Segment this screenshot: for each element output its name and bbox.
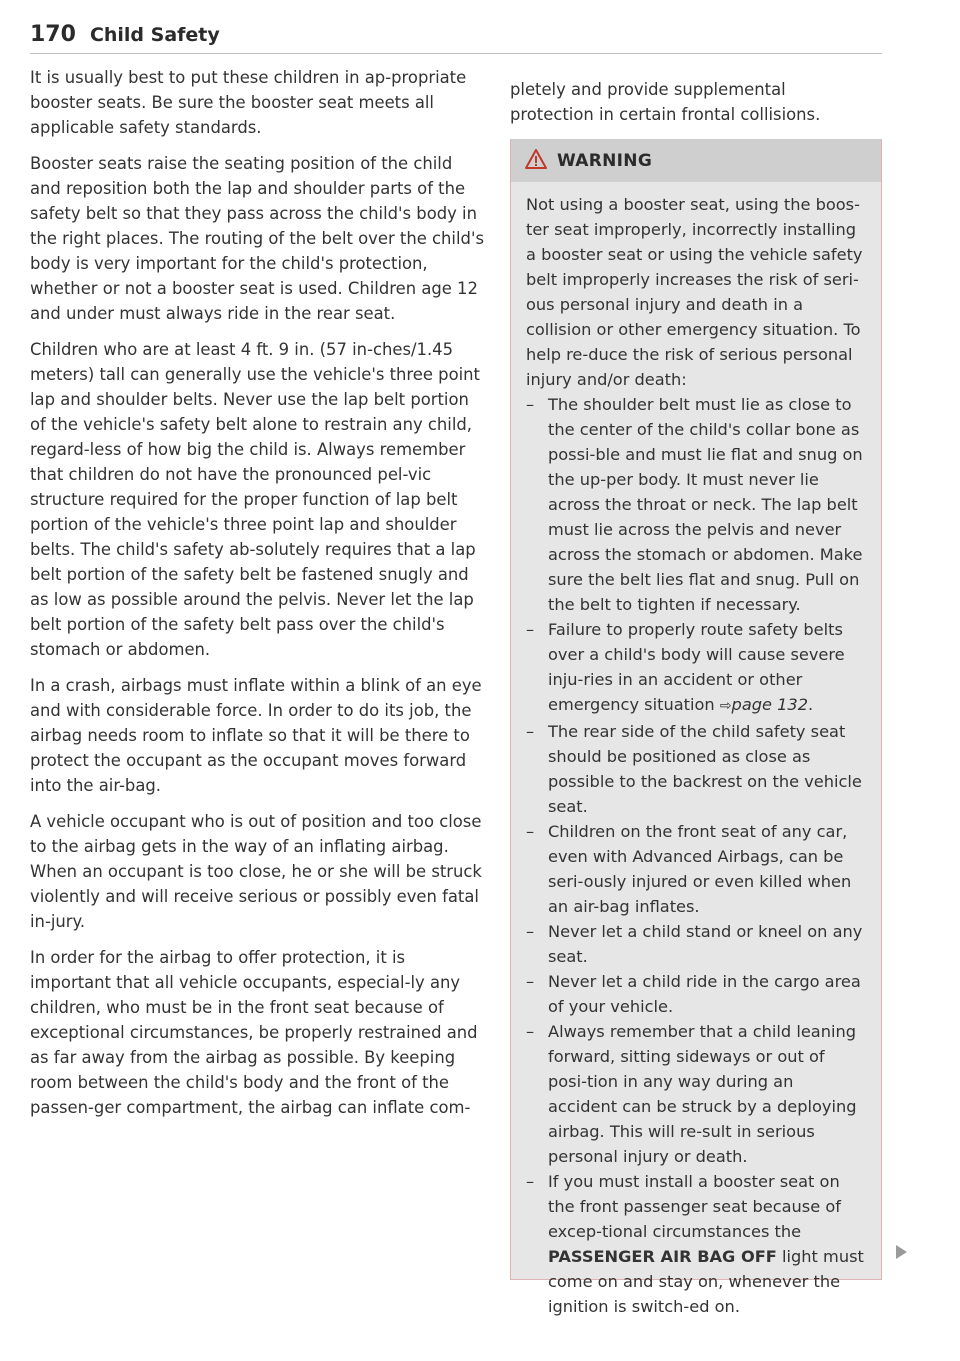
- header-divider: [30, 53, 882, 54]
- section-title: Child Safety: [89, 24, 220, 46]
- list-item: – If you must install a booster seat on the front passenger seat because of excep-tional circumstances the PASSENGER AIR BAG OFF light must come on and stay on, whenever the ignition is switch-ed on.: [526, 1172, 864, 1316]
- list-item: – Always remember that a child leaning forward, sitting sideways or out of posi-tion in any way during an accident can be struck by a deploying airbag. This will re-sult in serious personal injury or death.: [526, 1022, 857, 1166]
- page-reference-arrow-icon: ⇨: [719, 698, 732, 714]
- warning-list: [526, 392, 867, 1319]
- paragraph: In order for the airbag to offer protection, it is important that all vehicle occupants, especial-ly any children, who must be in the front seat because of exceptional circumstances, be properly restrained and as far away from the airbag as possible. By keeping room between the child's body and the front of the passen-ger compartment, the airbag can inflate com-: [30, 948, 478, 1117]
- warning-triangle-icon: [525, 149, 547, 173]
- paragraph: Booster seats raise the seating position of the child and reposition both the lap and shoulder parts of the safety belt so that they pass across the child's body in the right places. The routing of the belt over the child's body is very important for the child's protection, whether or not a booster seat is used. Children age 12 and under must always ride in the rear seat.: [30, 154, 484, 323]
- warning-box: [510, 139, 882, 1316]
- left-column: [30, 65, 485, 1131]
- warning-intro: Not using a booster seat, using the boos-ter seat improperly, incorrectly installing a booster seat or using the vehicle safety belt improperly increases the risk of seri-ous personal injury and death in a collision or other emergency situation. To help re-duce the risk of serious personal injury and/or death:: [526, 195, 863, 389]
- list-item: – Children on the front seat of any car, even with Advanced Airbags, can be seri-ously injured or even killed when an air-bag inflates.: [526, 822, 852, 916]
- list-item: – Failure to properly route safety belts over a child's body will cause severe inju-ries in an accident or other emergency situation ⇨page 132.: [526, 620, 845, 714]
- page-header: [30, 22, 882, 54]
- warning-header: [511, 139, 881, 182]
- paragraph: Children who are at least 4 ft. 9 in. (57 in-ches/1.45 meters) tall can generally use the vehicle's three point lap and shoulder belts. Never use the lap belt portion of the vehicle's safety belt alone to restrain any child, regard-less of how big the child is. Always remember that children do not have the pronounced pel-vic structure required for the proper function of lap belt portion of the vehicle's three point lap and shoulder belts. The child's safety ab-solutely requires that a lap belt portion of the safety belt be fastened snugly and as low as possible around the pelvis. Never let the lap belt portion of the safety belt pass over the child's stomach or abdomen.: [30, 340, 480, 659]
- continuation-paragraph: pletely and provide supplemental protection in certain frontal collisions.: [510, 80, 821, 124]
- list-item: – Never let a child ride in the cargo area of your vehicle.: [526, 972, 861, 1016]
- warning-body: [511, 182, 881, 1319]
- page-reference-link[interactable]: page 132: [731, 695, 809, 714]
- page-number: 170: [30, 22, 76, 47]
- passenger-airbag-off-label: PASSENGER AIR BAG OFF: [548, 1247, 777, 1266]
- next-page-arrow-icon[interactable]: [896, 1245, 907, 1259]
- list-item: – The shoulder belt must lie as close to the center of the child's collar bone as possi-ble and must lie flat and snug on the up-per body. It must never lie across the throat or neck. The lap belt must lie across the pelvis and never across the stomach or abdomen. Make sure the belt lies flat and snug. Pull on the belt to tighten if necessary.: [526, 395, 863, 614]
- list-item: – Never let a child stand or kneel on any seat.: [526, 922, 863, 966]
- right-column: [510, 77, 872, 141]
- list-item: – The rear side of the child safety seat should be positioned as close as possible to the backrest on the vehicle seat.: [526, 722, 862, 816]
- paragraph: A vehicle occupant who is out of position and too close to the airbag gets in the way of an inflating airbag. When an occupant is too close, he or she will be struck violently and will receive serious or possibly even fatal in-jury.: [30, 812, 482, 931]
- paragraph: In a crash, airbags must inflate within a blink of an eye and with considerable force. In order to do its job, the airbag needs room to inflate so that it will be there to protect the occupant as the occupant moves forward into the air-bag.: [30, 676, 482, 795]
- paragraph: It is usually best to put these children in ap-propriate booster seats. Be sure the booster seat meets all applicable safety standards.: [30, 68, 467, 137]
- warning-title: WARNING: [557, 150, 653, 171]
